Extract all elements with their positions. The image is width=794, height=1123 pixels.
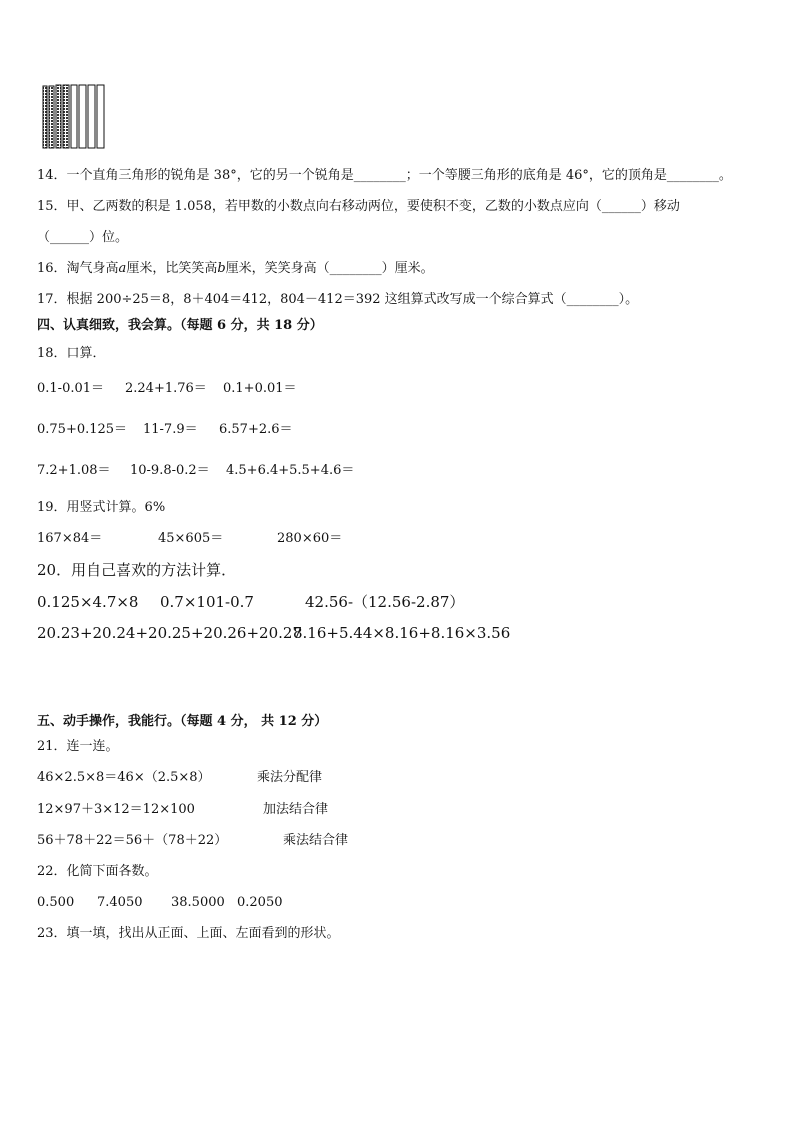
question-14: 14．一个直角三角形的锐角是 38°，它的另一个锐角是________；一个等腰三角形的底角是 46°，它的顶角是________。	[37, 168, 732, 183]
match-right: 乘法分配律	[257, 770, 323, 785]
oral-item: 0.1+0.01＝	[223, 381, 297, 396]
oral-item: 0.1-0.01＝	[37, 381, 105, 396]
question-16	[37, 260, 434, 278]
calc-item: 0.7×101-0.7	[160, 593, 254, 611]
match-right: 加法结合律	[263, 802, 329, 817]
oral-item: 4.5+6.4+5.5+4.6＝	[226, 463, 355, 478]
simplify-item: 0.500	[37, 895, 75, 910]
q16-post: 厘米，笑笑身高（________）厘米。	[225, 261, 434, 276]
vertical-calc-row	[37, 530, 342, 548]
question-22: 22．化简下面各数。	[37, 864, 158, 879]
oral-item: 10-9.8-0.2＝	[130, 463, 210, 478]
oral-row-3	[37, 462, 354, 480]
match-left: 56＋78＋22＝56＋（78＋22）	[37, 833, 228, 848]
calc-item: 20.23+20.24+20.25+20.26+20.27	[37, 624, 302, 642]
question-17: 17．根据 200÷25＝8，8＋404＝412，804－412＝392 这组算式改写成一个综合算式（________）。	[37, 292, 639, 307]
vertical-item: 45×605＝	[158, 531, 224, 546]
simplify-item: 7.4050	[97, 895, 143, 910]
q20-row-2	[37, 624, 510, 642]
match-row	[37, 801, 328, 819]
oral-row-2	[37, 421, 293, 439]
oral-row-1	[37, 380, 297, 398]
question-20: 20．用自己喜欢的方法计算．	[37, 561, 237, 579]
section-4-heading: 四、认真细致，我会算。（每题 6 分，共 18 分）	[37, 318, 323, 333]
question-18: 18．口算．	[37, 346, 106, 361]
simplify-item: 38.5000	[171, 895, 225, 910]
simplify-row	[37, 894, 283, 912]
vertical-item: 280×60＝	[277, 531, 343, 546]
question-19: 19．用竖式计算。6%	[37, 500, 166, 515]
oral-item: 6.57+2.6＝	[219, 422, 293, 437]
question-15-cont: （______）位。	[37, 230, 129, 245]
oral-item: 2.24+1.76＝	[125, 381, 207, 396]
vertical-item: 167×84＝	[37, 531, 103, 546]
q20-row-1	[37, 593, 464, 611]
q16-mid: 厘米，比笑笑高	[126, 261, 218, 276]
match-right: 乘法结合律	[283, 833, 349, 848]
shaded-strips-figure	[42, 84, 112, 150]
q16-var-b: b	[217, 261, 226, 276]
simplify-item: 0.2050	[237, 895, 283, 910]
q16-var-a: a	[118, 261, 127, 276]
oral-item: 0.75+0.125＝	[37, 422, 128, 437]
question-23: 23．填一填，找出从正面、上面、左面看到的形状。	[37, 926, 340, 941]
match-row	[37, 769, 322, 787]
oral-item: 7.2+1.08＝	[37, 463, 111, 478]
match-left: 46×2.5×8＝46×（2.5×8）	[37, 770, 211, 785]
section-5-heading: 五、动手操作，我能行。（每题 4 分， 共 12 分）	[37, 714, 328, 729]
oral-item: 11-7.9＝	[143, 422, 198, 437]
calc-item: 42.56-（12.56-2.87）	[305, 593, 465, 611]
question-21: 21．连一连。	[37, 739, 119, 754]
match-row	[37, 832, 348, 850]
calc-item: 0.125×4.7×8	[37, 593, 139, 611]
match-left: 12×97＋3×12＝12×100	[37, 802, 195, 817]
calc-item: 8.16+5.44×8.16+8.16×3.56	[293, 624, 511, 642]
question-15: 15．甲、乙两数的积是 1.058，若甲数的小数点向右移动两位，要使积不变，乙数的小数点应向（______）移动	[37, 199, 680, 214]
q16-pre: 16．淘气身高	[37, 261, 119, 276]
